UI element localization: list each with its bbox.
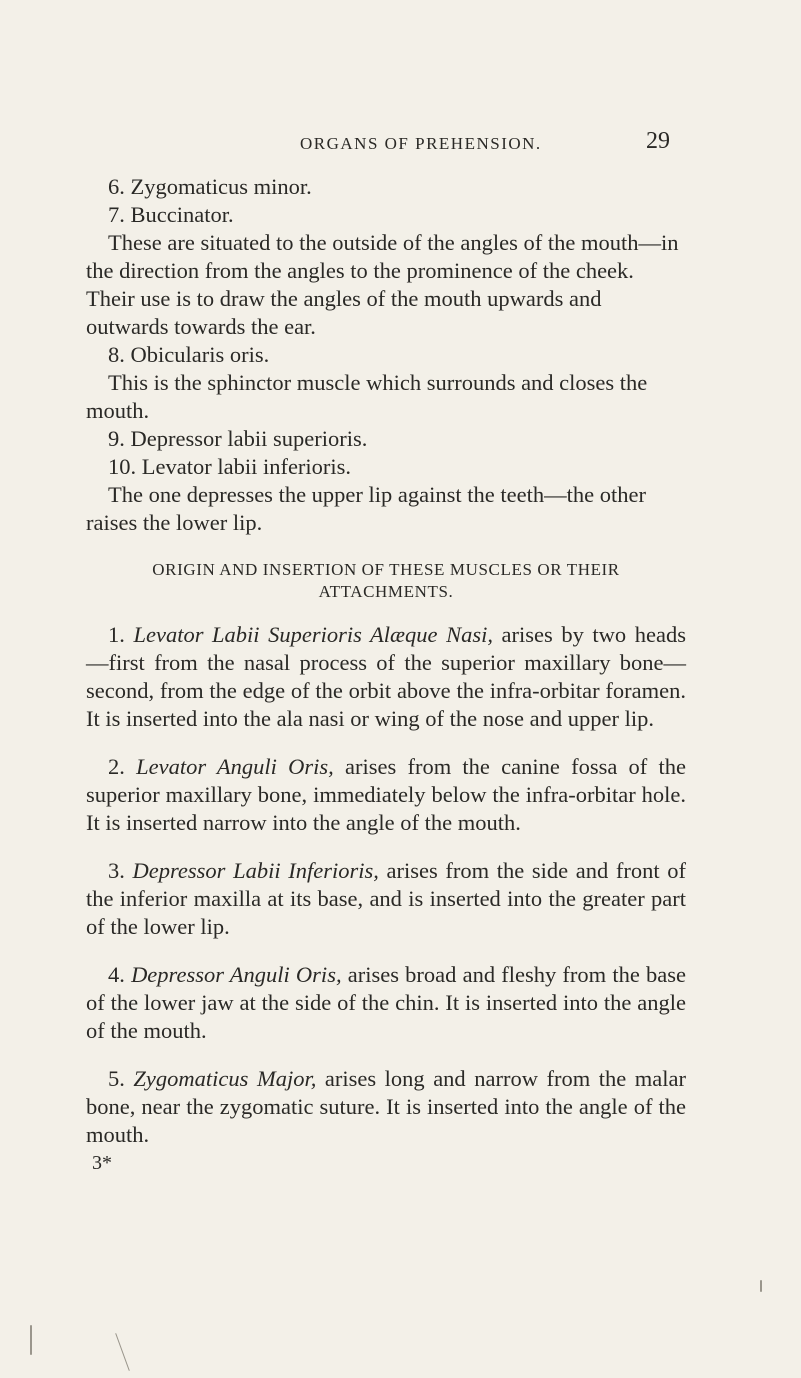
entry-muscle-name: Levator Anguli Oris, [136,754,334,779]
paragraph-sphinctor: This is the sphinctor muscle which surrounds and closes the mouth. [86,370,648,423]
entry-muscle-name: Depressor Labii Inferioris, [132,858,379,883]
entry-text: arises long and narrow from the malar bone, near the zygomatic suture. It is inserted into the angle of the mouth. [86,1066,687,1147]
entry-number: 1. [108,622,125,647]
entry-depressor-anguli-oris [86,961,686,1045]
list-item-obicularis-oris: 8. Obicularis oris. [108,342,270,367]
entry-muscle-name: Zygomaticus Major, [133,1066,317,1091]
entry-depressor-labii-inferioris [86,857,686,941]
page-body [86,173,686,1177]
entry-number: 3. [108,858,125,883]
paragraph-lip-action: The one depresses the upper lip against the teeth—the other raises the lower lip. [86,482,646,535]
entry-text: arises from the canine fossa of the superior maxillary bone, immediately below the infra-orbitar hole. It is inserted narrow into the angle of the mouth. [86,754,686,835]
entry-muscle-name: Levator Labii Superioris Alæque Nasi, [133,622,493,647]
page-number: 29 [646,128,670,154]
running-title: ORGANS OF PREHENSION. [300,134,542,153]
entry-muscle-name: Depressor Anguli Oris, [131,962,342,987]
entries-list [86,621,686,1149]
paragraph-cheek-muscles: These are situated to the outside of the angles of the mouth—in the direction from the angles to the prominence of the cheek. Their use is to draw the angles of the mouth upwards and outwards towards the ear. [86,230,679,339]
section-heading: ORIGIN AND INSERTION OF THESE MUSCLES OR THEIR ATTACHMENTS. [152,560,620,601]
entry-number: 5. [108,1066,125,1091]
entry-levator-labii-superioris [86,621,686,733]
entry-number: 4. [108,962,125,987]
entry-number: 2. [108,754,125,779]
list-item-zygomaticus-minor: 6. Zygomaticus minor. [108,174,312,199]
list-item-depressor-labii-superioris: 9. Depressor labii superioris. [108,426,368,451]
paper-speck [115,1333,130,1371]
list-item-buccinator: 7. Buccinator. [108,202,234,227]
list-item-levator-labii-inferioris: 10. Levator labii inferioris. [108,454,352,479]
entry-text: arises by two heads —first from the nasal process of the superior maxillary bone—second, from the edge of the orbit above the infra-orbitar foramen. It is inserted into the ala nasi or wing of the nose and upper lip. [86,622,686,731]
entry-text: arises broad and fleshy from the base of the lower jaw at the side of the chin. It is inserted into the angle of the mouth. [86,962,687,1043]
paper-speck [30,1325,32,1355]
signature-mark: 3* [92,1152,112,1174]
entry-levator-anguli-oris [86,753,686,837]
paper-speck [760,1280,762,1292]
entry-text: arises from the side and front of the inferior maxilla at its base, and is inserted into the greater part of the lower lip. [86,858,686,939]
entry-zygomaticus-major [86,1065,686,1149]
